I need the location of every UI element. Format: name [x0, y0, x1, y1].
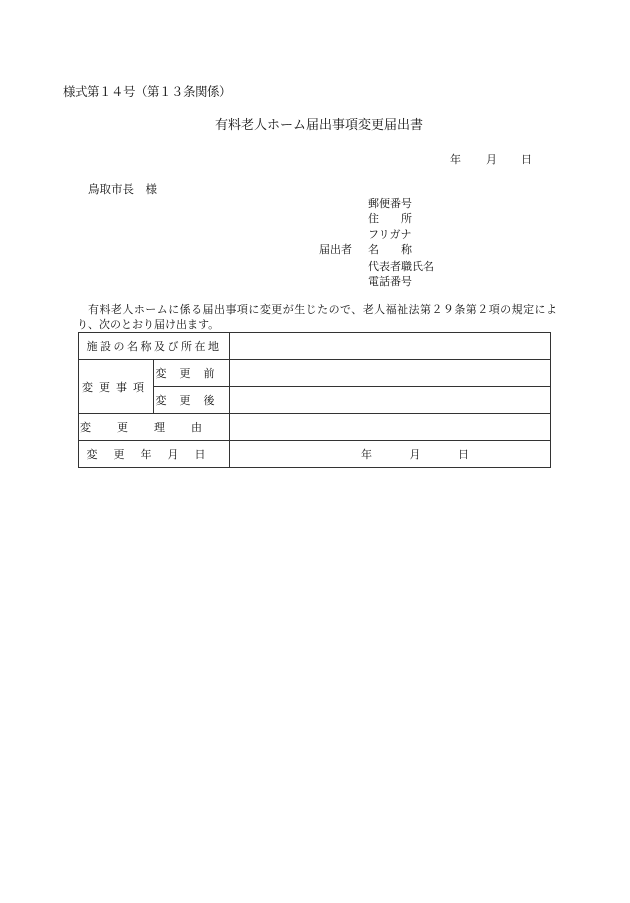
change-date-label-cell: [79, 441, 230, 468]
table-row: [79, 441, 551, 468]
table-row: [79, 360, 551, 387]
facility-input-cell[interactable]: [230, 333, 551, 360]
address-label: 住 所: [368, 212, 412, 225]
phone-label: 電話番号: [368, 275, 412, 288]
before-input-cell[interactable]: [230, 360, 551, 387]
before-label: 変更前: [155, 367, 228, 380]
facility-label-cell: [79, 333, 230, 360]
change-date-day: 日: [458, 448, 469, 461]
after-input-cell[interactable]: [230, 387, 551, 414]
table-row: [79, 333, 551, 360]
date-day-label: 日: [521, 153, 532, 166]
date-year-label: 年: [450, 153, 461, 166]
representative-label: 代表者職氏名: [368, 260, 434, 273]
body-text: 有料老人ホームに係る届出事項に変更が生じたので、老人福祉法第２９条第２項の規定により、次のとおり届け出ます。: [77, 303, 557, 331]
after-label: 変更後: [155, 394, 228, 407]
reason-input-cell[interactable]: [230, 414, 551, 441]
change-date-label: 変更年月日: [86, 448, 222, 461]
change-date-month: 月: [409, 448, 421, 461]
document-title: 有料老人ホーム届出事項変更届出書: [214, 118, 423, 133]
change-items-label-cell: [79, 360, 154, 414]
date-month-label: 月: [486, 153, 497, 166]
postal-code-label: 郵便番号: [368, 197, 412, 210]
change-items-label: 変更事項: [82, 380, 150, 394]
change-details-table: [78, 332, 551, 468]
furigana-label: フリガナ: [368, 228, 412, 241]
table-row: [79, 414, 551, 441]
facility-label: 施設の名称及び所在地: [86, 340, 222, 353]
applicant-heading: 届出者: [319, 243, 352, 256]
change-date-input-cell[interactable]: [230, 441, 551, 468]
before-label-cell: [154, 360, 230, 387]
form-number: 様式第１４号（第１３条関係）: [63, 84, 232, 99]
after-label-cell: [154, 387, 230, 414]
change-date-year: 年: [361, 448, 372, 461]
addressee: 鳥取市長 様: [88, 182, 157, 196]
reason-label: 変更理由: [80, 421, 228, 434]
name-label: 名 称: [368, 243, 412, 256]
reason-label-cell: [79, 414, 230, 441]
